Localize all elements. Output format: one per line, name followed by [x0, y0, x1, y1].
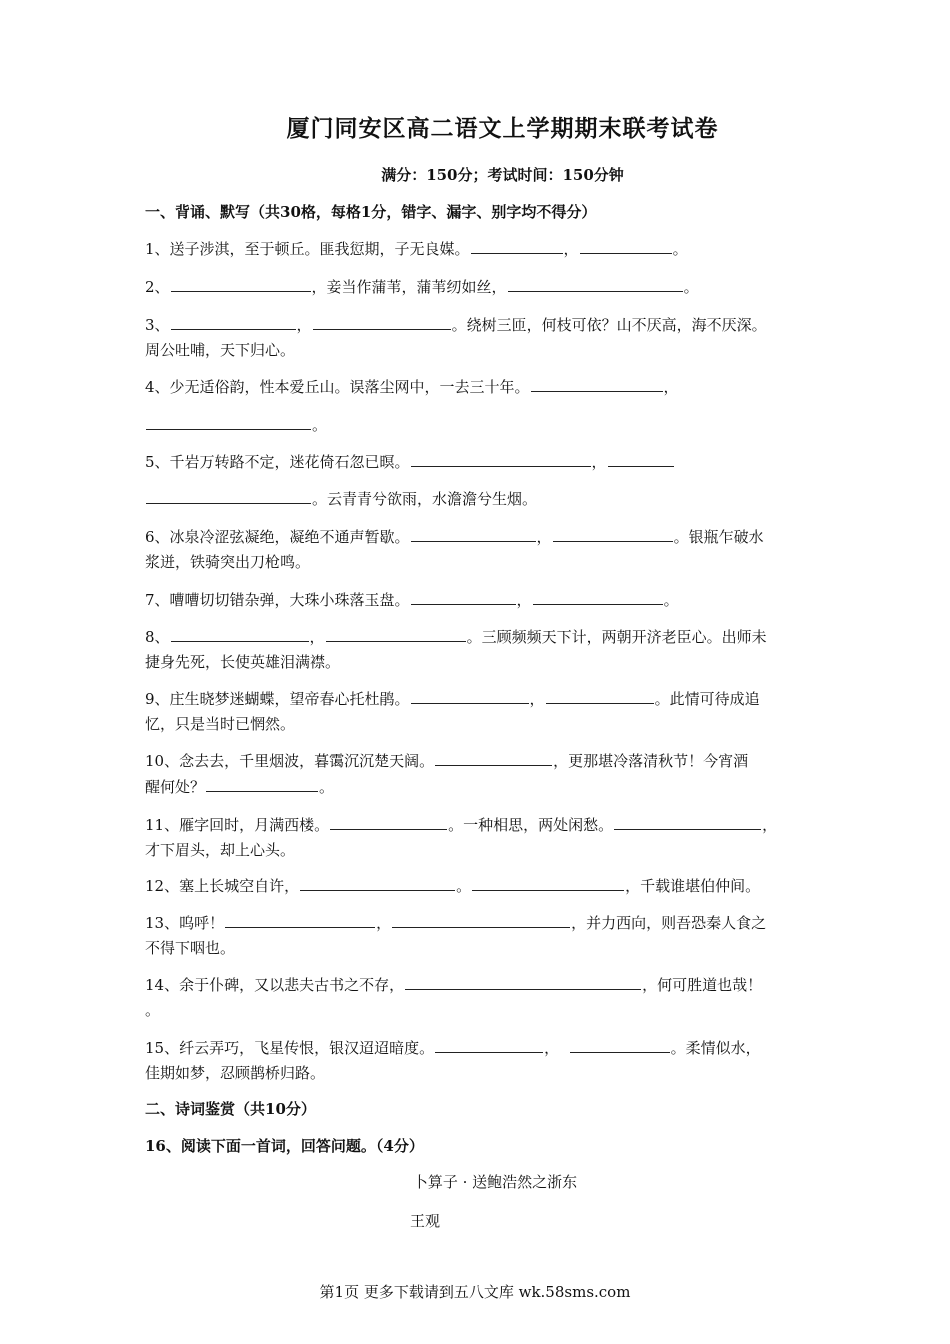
question-1	[145, 236, 817, 262]
q9-text: 9、庄生晓梦迷蝴蝶，望帝春心托杜鹃。	[145, 690, 410, 708]
answer-blank[interactable]	[392, 910, 570, 928]
answer-blank[interactable]	[326, 624, 466, 642]
q13-text: 13、呜呼！	[145, 914, 225, 932]
q9-text-2: 。此情可待成追	[654, 690, 760, 708]
q5-text: 5、千岩万转路不定，迷花倚石忽已暝。	[145, 453, 410, 471]
answer-blank[interactable]	[171, 312, 296, 330]
poem-author: 王观	[410, 1212, 441, 1230]
q11-text-3: 才下眉头，却上心头。	[145, 841, 296, 859]
q6-text-3: 浆迸，铁骑突出刀枪鸣。	[145, 553, 311, 571]
answer-blank[interactable]	[225, 910, 375, 928]
answer-blank[interactable]	[435, 748, 552, 766]
q1-sep: ，	[563, 240, 579, 258]
q15-text-2: 。柔情似水，	[670, 1039, 761, 1057]
q5-text-2: 。云青青兮欲雨，水澹澹兮生烟。	[312, 490, 538, 508]
answer-blank[interactable]	[330, 812, 447, 830]
answer-blank[interactable]	[146, 412, 311, 430]
answer-blank[interactable]	[533, 587, 663, 605]
q14-end: 。	[145, 1001, 161, 1019]
q11-text: 11、雁字回时，月满西楼。	[145, 816, 330, 834]
question-2	[145, 274, 817, 300]
q4-text: 4、少无适俗韵，性本爱丘山。误落尘网中，一去三十年。	[145, 378, 530, 396]
page-title: 厦门同安区高二语文上学期期末联考试卷	[286, 115, 719, 142]
q6-text: 6、冰泉冷涩弦凝绝，凝绝不通声暂歇。	[145, 528, 410, 546]
q7-sep: ，	[516, 591, 532, 609]
q5-sep: ，	[591, 453, 607, 471]
page-footer: 第1页 更多下载请到五八文库 wk.58sms.com	[319, 1283, 631, 1301]
q7-end: 。	[663, 591, 679, 609]
q3-sep: ，	[296, 316, 312, 334]
q2-end: 。	[683, 278, 699, 296]
section-2-heading: 二、诗词鉴赏（共10分）	[145, 1100, 316, 1118]
answer-blank[interactable]	[472, 873, 624, 891]
answer-blank[interactable]	[411, 524, 536, 542]
question-6	[145, 524, 817, 575]
question-16: 16、阅读下面一首词，回答问题。（4分）	[145, 1137, 424, 1155]
answer-blank[interactable]	[435, 1035, 543, 1053]
q4-end: 。	[312, 416, 328, 434]
question-15	[145, 1035, 817, 1086]
question-9	[145, 686, 817, 737]
q3-num: 3、	[145, 316, 170, 334]
q12-sep: 。	[456, 877, 472, 895]
q3-text-2: 周公吐哺，天下归心。	[145, 341, 296, 359]
question-14	[145, 972, 817, 1023]
q8-text-2: 捷身先死，长使英雄泪满襟。	[145, 653, 341, 671]
answer-blank[interactable]	[570, 1035, 670, 1053]
q9-sep: ，	[529, 690, 545, 708]
answer-blank[interactable]	[171, 624, 309, 642]
q10-text: 10、念去去，千里烟波，暮霭沉沉楚天阔。	[145, 752, 435, 770]
q10-text-2: ，更那堪冷落清秋节！今宵酒	[553, 752, 749, 770]
answer-blank[interactable]	[553, 524, 673, 542]
answer-blank[interactable]	[313, 312, 451, 330]
question-5-cont	[145, 486, 817, 512]
answer-blank[interactable]	[614, 812, 761, 830]
question-4-cont	[145, 412, 817, 438]
q8-num: 8、	[145, 628, 170, 646]
q8-sep: ，	[309, 628, 325, 646]
answer-blank[interactable]	[580, 236, 672, 254]
q1-end: 。	[672, 240, 688, 258]
q10-text-3: 醒何处？	[145, 778, 206, 796]
exam-info: 满分：150分；考试时间：150分钟	[381, 166, 624, 184]
question-11	[145, 812, 817, 863]
question-12	[145, 873, 817, 899]
q13-text-3: 不得下咽也。	[145, 939, 236, 957]
answer-blank[interactable]	[471, 236, 563, 254]
q6-text-2: 。银瓶乍破水	[673, 528, 764, 546]
question-3	[145, 312, 817, 363]
answer-blank[interactable]	[411, 449, 591, 467]
question-5	[145, 449, 817, 475]
q13-text-2: ，并力西向，则吾恐秦人食之	[571, 914, 767, 932]
q2-num: 2、	[145, 278, 170, 296]
q1-text: 1、送子涉淇，至于顿丘。匪我愆期，子无良媒。	[145, 240, 470, 258]
q11-text-2: 。一种相思，两处闲愁。	[448, 816, 614, 834]
q2-text: ，妾当作蒲苇，蒲苇纫如丝，	[311, 278, 507, 296]
q4-sep: ，	[663, 378, 679, 396]
question-13	[145, 910, 817, 961]
q7-text: 7、嘈嘈切切错杂弹，大珠小珠落玉盘。	[145, 591, 410, 609]
q13-sep: ，	[376, 914, 392, 932]
q15-sep: ，	[544, 1039, 560, 1057]
question-4	[145, 374, 817, 400]
poem-title: 卜算子 · 送鲍浩然之浙东	[412, 1173, 578, 1191]
q11-sep: ，	[762, 816, 778, 834]
q3-text: 。绕树三匝，何枝可依？山不厌高，海不厌深。	[451, 316, 767, 334]
answer-blank[interactable]	[411, 686, 529, 704]
answer-blank[interactable]	[608, 449, 674, 467]
question-7	[145, 587, 817, 613]
q8-text: 。三顾频频天下计，两朝开济老臣心。出师未	[466, 628, 767, 646]
q12-text: 12、塞上长城空自许，	[145, 877, 300, 895]
answer-blank[interactable]	[300, 873, 455, 891]
q15-text-3: 佳期如梦，忍顾鹊桥归路。	[145, 1064, 326, 1082]
answer-blank[interactable]	[171, 274, 311, 292]
answer-blank[interactable]	[546, 686, 654, 704]
answer-blank[interactable]	[508, 274, 683, 292]
section-1-heading: 一、背诵、默写（共30格，每格1分，错字、漏字、别字均不得分）	[145, 203, 597, 221]
answer-blank[interactable]	[146, 486, 311, 504]
q14-text-2: ，何可胜道也哉！	[642, 976, 763, 994]
q9-text-3: 忆，只是当时已惘然。	[145, 715, 296, 733]
answer-blank[interactable]	[531, 374, 663, 392]
answer-blank[interactable]	[206, 774, 318, 792]
q12-text-2: ，千载谁堪伯仲间。	[625, 877, 761, 895]
q10-end: 。	[319, 778, 335, 796]
question-8	[145, 624, 817, 675]
question-10	[145, 748, 817, 800]
q15-text: 15、纤云弄巧，飞星传恨，银汉迢迢暗度。	[145, 1039, 435, 1057]
answer-blank[interactable]	[411, 587, 516, 605]
q6-sep: ，	[536, 528, 552, 546]
q14-text: 14、余于仆碑，又以悲夫古书之不存，	[145, 976, 405, 994]
answer-blank[interactable]	[405, 972, 641, 990]
